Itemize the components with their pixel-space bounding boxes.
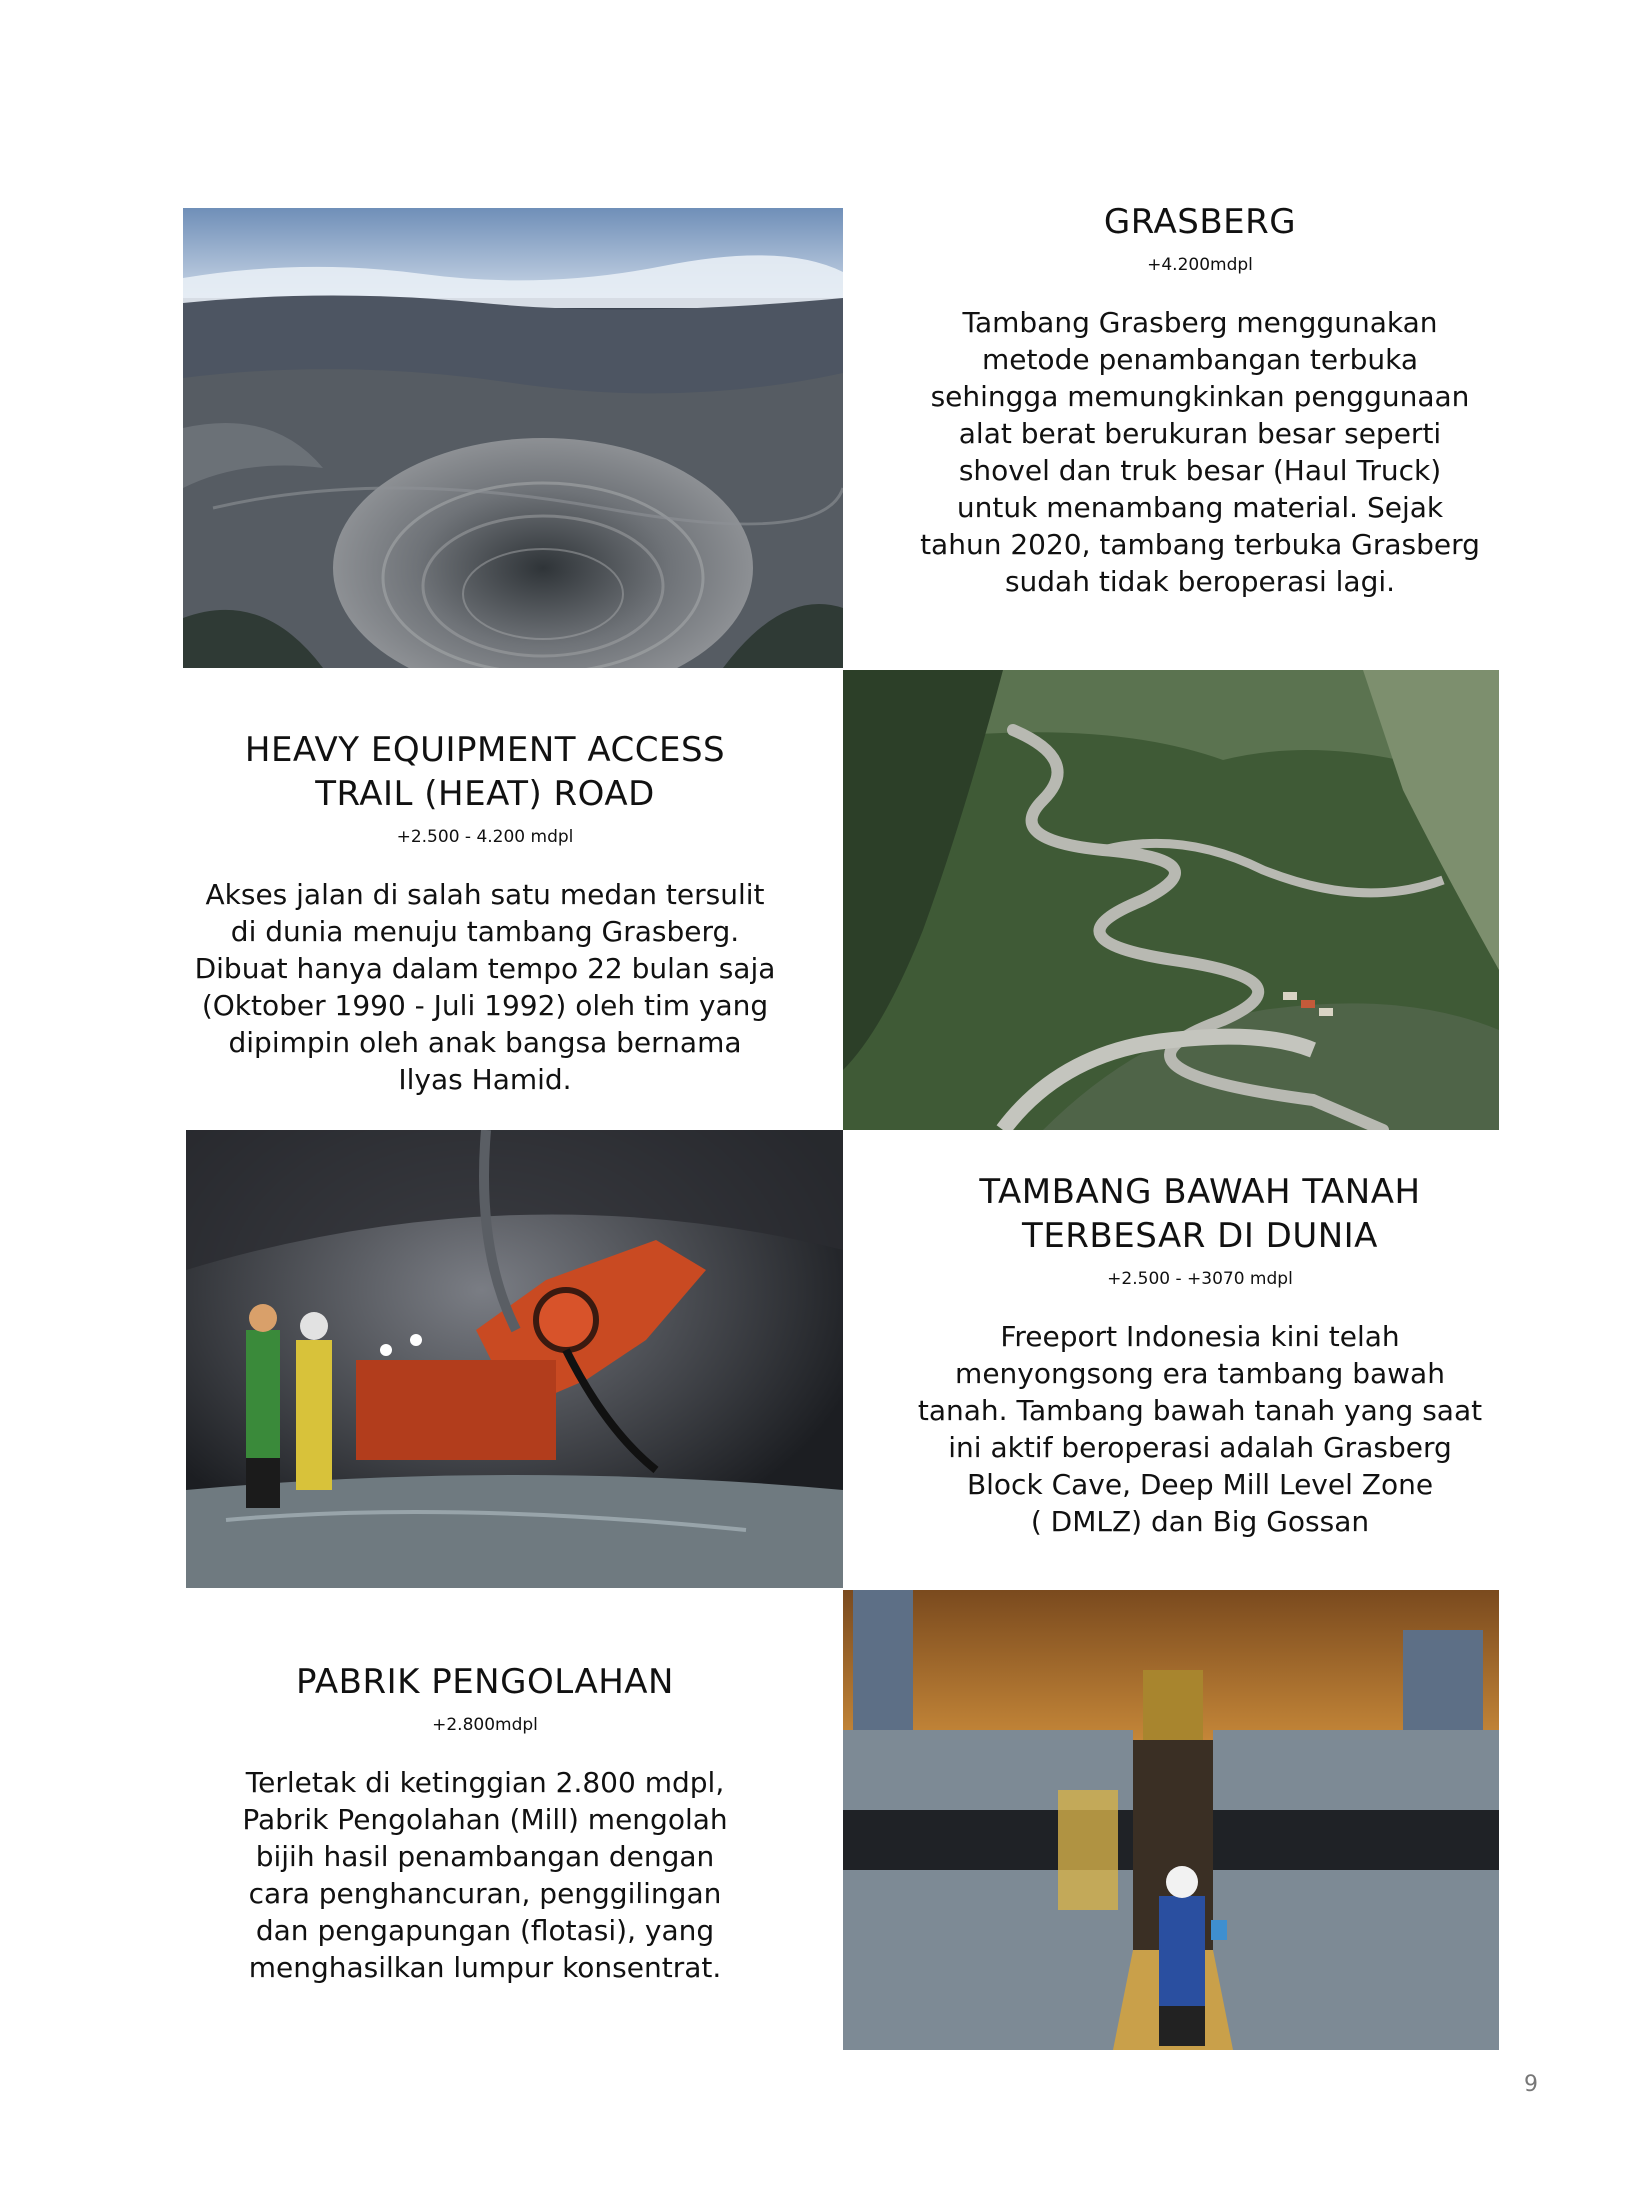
- photo-grasberg-open-pit: [183, 208, 843, 668]
- elevation-label: +4.200mdpl: [1147, 255, 1253, 275]
- section-grasberg: [880, 200, 1520, 600]
- section-underground: [880, 1170, 1520, 1540]
- section-body: [880, 304, 1520, 600]
- photo-underground-drill: [186, 1130, 843, 1588]
- body-line: Dibuat hanya dalam tempo 22 bulan saja: [194, 952, 776, 985]
- body-line: tanah. Tambang bawah tanah yang saat: [917, 1394, 1483, 1427]
- body-line: sehingga memungkinkan penggunaan: [930, 380, 1470, 413]
- section-heat-road: [165, 728, 805, 1098]
- body-line: Freeport Indonesia kini telah: [1000, 1320, 1400, 1353]
- photo-heat-road: [843, 670, 1499, 1130]
- body-line: Akses jalan di salah satu medan tersulit: [205, 878, 765, 911]
- section-title: [165, 1660, 805, 1704]
- body-line: untuk menambang material. Sejak: [956, 491, 1444, 524]
- page-number: 9: [1524, 2072, 1538, 2097]
- elevation-label: +2.500 - +3070 mdpl: [1107, 1269, 1293, 1289]
- section-body: [165, 1764, 805, 1986]
- body-line: metode penambangan terbuka: [981, 343, 1419, 376]
- body-line: sudah tidak beroperasi lagi.: [1004, 565, 1396, 598]
- title-line: HEAVY EQUIPMENT ACCESS: [244, 730, 726, 770]
- body-line: cara penghancuran, penggilingan: [248, 1877, 722, 1910]
- section-body: [880, 1318, 1520, 1540]
- body-line: tahun 2020, tambang terbuka Grasberg: [920, 528, 1480, 561]
- body-line: ini aktif beroperasi adalah Grasberg: [948, 1431, 1452, 1464]
- body-line: Tambang Grasberg menggunakan: [962, 306, 1438, 339]
- title-line: TAMBANG BAWAH TANAH: [979, 1172, 1421, 1212]
- body-line: bijih hasil penambangan dengan: [255, 1840, 715, 1873]
- section-title: [165, 728, 805, 816]
- section-mill: [165, 1660, 805, 1986]
- body-line: alat berat berukuran besar seperti: [958, 417, 1442, 450]
- section-title: [880, 200, 1520, 244]
- section-title: [880, 1170, 1520, 1258]
- title-line: PABRIK PENGOLAHAN: [296, 1662, 674, 1702]
- photo-processing-plant: [843, 1590, 1499, 2050]
- body-line: dan pengapungan (flotasi), yang: [255, 1914, 715, 1947]
- body-line: menghasilkan lumpur konsentrat.: [248, 1951, 722, 1984]
- title-line: GRASBERG: [1103, 202, 1297, 242]
- section-body: [165, 876, 805, 1098]
- title-line: TERBESAR DI DUNIA: [1022, 1216, 1378, 1256]
- body-line: ( DMLZ) dan Big Gossan: [1030, 1505, 1370, 1538]
- body-line: Terletak di ketinggian 2.800 mdpl,: [245, 1766, 725, 1799]
- title-line: TRAIL (HEAT) ROAD: [315, 774, 655, 814]
- body-line: Block Cave, Deep Mill Level Zone: [966, 1468, 1434, 1501]
- body-line: (Oktober 1990 - Juli 1992) oleh tim yang: [201, 989, 769, 1022]
- body-line: menyongsong era tambang bawah: [955, 1357, 1445, 1390]
- body-line: di dunia menuju tambang Grasberg.: [230, 915, 740, 948]
- body-line: dipimpin oleh anak bangsa bernama: [228, 1026, 742, 1059]
- body-line: Ilyas Hamid.: [398, 1063, 572, 1096]
- elevation-label: +2.500 - 4.200 mdpl: [396, 827, 574, 847]
- body-line: shovel dan truk besar (Haul Truck): [958, 454, 1442, 487]
- elevation-label: +2.800mdpl: [432, 1715, 538, 1735]
- body-line: Pabrik Pengolahan (Mill) mengolah: [242, 1803, 728, 1836]
